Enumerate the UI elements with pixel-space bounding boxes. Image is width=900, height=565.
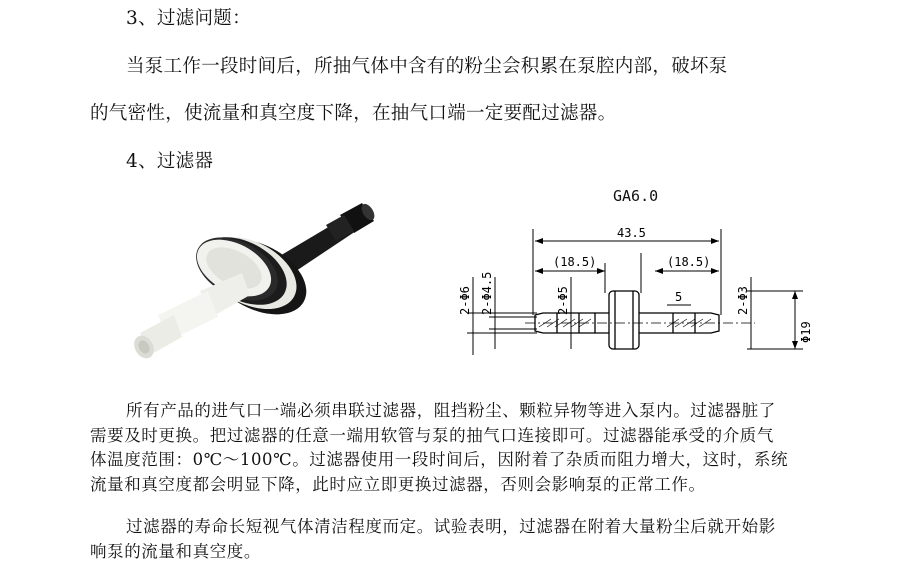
- dim-2phi6-label: 2-Φ6: [458, 286, 472, 315]
- paragraph-1-line-4: 流量和真空度都会明显下降，此时应立即更换过滤器，否则会影响泵的正常工作。: [90, 474, 706, 494]
- paragraph-1-line-2: 需要及时更换。把过滤器的任意一端用软管与泵的抽气口连接即可。过滤器能承受的介质气: [90, 425, 774, 445]
- filter-dimension-drawing: [455, 215, 815, 365]
- dim-right-label: (18.5): [667, 255, 711, 269]
- paragraph-1-line-1: 所有产品的进气口一端必须串联过滤器，阻挡粉尘、颗粒异物等进入泵内。过滤器脏了: [126, 401, 776, 420]
- section-4-heading: 4、过滤器: [126, 151, 214, 172]
- paragraph-2: [90, 515, 776, 564]
- paragraph-2-line-2: 响泵的流量和真空度。: [90, 541, 261, 561]
- paragraph-1-line-3: 体温度范围：0℃～100℃。过滤器使用一段时间后，因附着了杂质而阻力增大，这时，系统: [90, 450, 789, 469]
- section-3-text-line-2: 的气密性，使流量和真空度下降，在抽气口端一定要配过滤器。: [90, 103, 617, 124]
- drawing-model-label: GA6.0: [613, 187, 659, 205]
- dim-5-label: 5: [675, 290, 683, 304]
- paragraph-2-line-1: 过滤器的寿命长短视气体清洁程度而定。试验表明，过滤器在附着大量粉尘后就开始影: [126, 517, 776, 536]
- dim-phi19-label: Φ19: [799, 321, 813, 343]
- paragraph-1: [90, 399, 788, 497]
- dim-2phi45-label: 2-Φ4.5: [480, 271, 494, 315]
- white-inlet-barb: [130, 273, 250, 362]
- dim-2phi5-label: 2-Φ5: [556, 286, 570, 315]
- dim-2phi3-label: 2-Φ3: [736, 286, 750, 315]
- section-3-text-line-1: 当泵工作一段时间后，所抽气体中含有的粉尘会积累在泵腔内部，破坏泵: [126, 56, 728, 77]
- section-3-heading: 3、过滤问题：: [126, 8, 251, 29]
- filter-product-photo: [130, 195, 390, 370]
- dim-left-label: (18.5): [553, 255, 597, 269]
- dim-total-label: 43.5: [617, 226, 646, 240]
